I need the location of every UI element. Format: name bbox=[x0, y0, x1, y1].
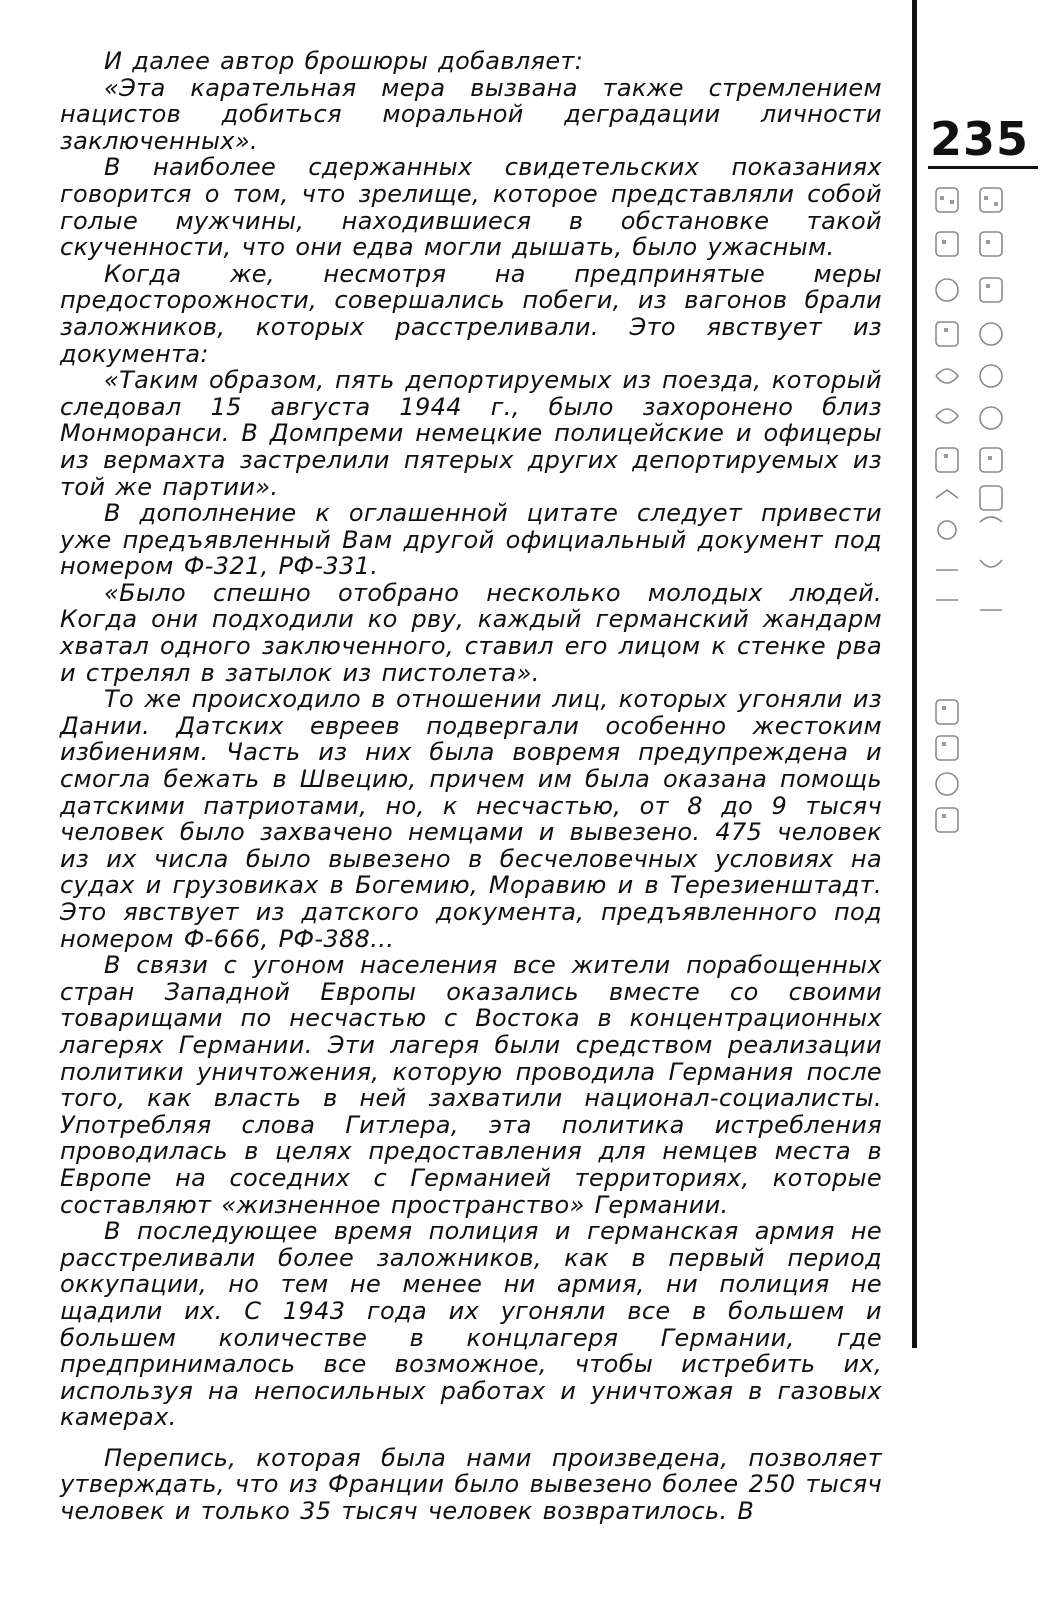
paragraph-8: То же происходило в отношении лиц, которых угоняли из Дании. Датских евреев подвергали особенно жестоким избиениям. Часть из них была вовремя предупреждена и смогла бежать в Швецию, причем им была оказана помощь датскими патриотами, но, к несчастью, от 8 до 9 тысяч человек было захвачено немцами и вывезено. 475 человек из их числа было вывезено в бесчеловечных условиях на судах и грузовиках в Богемию, Моравию и в Терезиенштадт. Это явствует из датского документа, предъявленного под номером Ф-666, РФ-388... bbox=[60, 685, 882, 953]
paragraph-10: В последующее время полиция и германская армия не расстреливали более заложников, как в первый период оккупации, но тем не менее ни армия, ни полиция не щадили их. С 1943 года их угоняли все в большем и большем количестве в концлагеря Германии, где предпринималось все возможное, чтобы истребить их, используя на непосильных работах и уничтожая в газовых камерах. bbox=[60, 1217, 882, 1432]
paragraph-6: В дополнение к оглашенной цитате следует привести уже предъявленный Вам другой официальный документ под номером Ф-321, РФ-331. bbox=[60, 499, 882, 581]
paragraph-4: Когда же, несмотря на предпринятые меры предосторожности, совершались побеги, из вагонов брали заложников, которых расстреливали. Это явствует из документа: bbox=[60, 259, 882, 368]
paragraph-3: В наиболее сдержанных свидетельских показаниях говорится о том, что зрелище, которое представляли собой голые мужчины, находившиеся в обстановке такой скученности, что они едва могли дышать, было ужасным. bbox=[60, 153, 882, 262]
paragraph-5: «Таким образом, пять депортируемых из поезда, который следовал 15 августа 1944 г., было захоронено близ Монморанси. В Домпреми немецкие полицейские и офицеры из вермахта застрелили пятерых других депортируемых из той же партии». bbox=[60, 366, 882, 501]
page-number-underline bbox=[928, 166, 1038, 169]
paragraph-7: «Было спешно отобрано несколько молодых людей. Когда они подходили ко рву, каждый германский жандарм хватал одного заключенного, ставил его лицом к стенке рва и стрелял в затылок из пистолета». bbox=[60, 578, 882, 687]
paragraph-11: Перепись, которая была нами произведена, позволяет утверждать, что из Франции было вывезено более 250 тысяч человек и только 35 тысяч человек возвратилось. В bbox=[60, 1443, 882, 1526]
edge-ornament-strip bbox=[928, 180, 1038, 860]
paragraph-9: В связи с угоном населения все жители порабощенных стран Западной Европы оказались вместе со своими товарищами по несчастью с Востока в концентрационных лагерях Германии. Эти лагеря были средством реализации политики уничтожения, которую проводила Германия после того, как власть в ней захватили национал-социалисты. Употребляя слова Гитлера, эта политика истребления проводилась в целях предоставления для немцев места в Европе на соседних с Германией территориях, которые составляют «жизненное пространство» Германии. bbox=[60, 951, 882, 1219]
page-number: 235 bbox=[930, 112, 1030, 166]
paragraph-2: «Эта карательная мера вызвана также стремлением нацистов добиться моральной деградации личности заключенных». bbox=[60, 73, 882, 155]
margin-rule bbox=[912, 0, 917, 1348]
body-text-column bbox=[60, 48, 882, 1525]
paragraph-1: И далее автор брошюры добавляет: bbox=[104, 47, 584, 75]
